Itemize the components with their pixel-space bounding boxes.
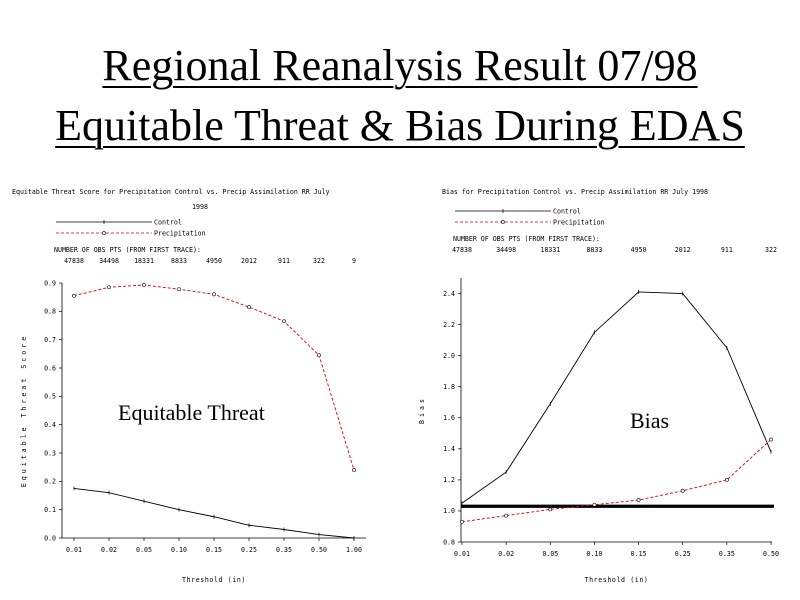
obs-count: 322 — [313, 257, 325, 265]
x-tick-label: 0.02 — [498, 550, 515, 558]
x-tick-label: 0.10 — [171, 546, 187, 554]
data-point-precipitation — [637, 498, 640, 501]
data-point-precipitation — [107, 286, 110, 289]
data-point-precipitation — [247, 305, 250, 308]
x-tick-label: 0.25 — [241, 546, 257, 554]
obs-count: 4950 — [630, 246, 647, 254]
y-tick-label: 0.7 — [44, 335, 56, 344]
y-axis-label: Equitable Threat Score — [20, 333, 28, 488]
data-point-precipitation — [282, 320, 285, 323]
slide-title-line-2: Equitable Threat & Bias During EDAS — [55, 101, 745, 150]
data-point-precipitation — [725, 478, 728, 481]
y-tick-label: 2.2 — [443, 320, 455, 329]
y-tick-label: 1.2 — [443, 476, 455, 485]
chart-title: Equitable Threat Score for Precipitation Control vs. Precip Assimilation RR July — [12, 188, 330, 196]
bias-chart — [400, 180, 800, 600]
x-tick-label: 1.00 — [346, 546, 362, 554]
y-tick-label: 0.8 — [44, 307, 56, 316]
y-tick-label: 0.8 — [443, 538, 455, 547]
x-tick-label: 0.01 — [66, 546, 82, 554]
bias-overlay-label: Bias — [630, 408, 670, 433]
legend-marker-precipitation — [102, 231, 105, 234]
obs-count: 2012 — [241, 257, 257, 265]
series-line-control — [462, 292, 771, 503]
y-tick-label: 1.6 — [443, 414, 455, 423]
equitable-threat-overlay-label: Equitable Threat — [118, 400, 265, 425]
obs-count: 911 — [720, 246, 733, 254]
y-tick-label: 1.4 — [443, 445, 455, 454]
data-point-precipitation — [681, 489, 684, 492]
legend-label: Control — [154, 218, 182, 227]
x-tick-label: 0.05 — [542, 550, 559, 558]
obs-count: 8833 — [171, 257, 187, 265]
y-tick-label: 1.8 — [443, 383, 455, 392]
obs-count: 18331 — [540, 246, 561, 254]
x-tick-label: 0.35 — [718, 550, 735, 558]
obs-count: 34498 — [496, 246, 517, 254]
series-line-precipitation — [462, 440, 771, 522]
data-point-precipitation — [505, 514, 508, 517]
x-tick-label: 0.02 — [101, 546, 117, 554]
data-point-precipitation — [549, 508, 552, 511]
y-tick-label: 0.0 — [44, 534, 56, 543]
y-tick-label: 0.1 — [44, 505, 56, 514]
data-point-precipitation — [142, 283, 145, 286]
equitable-threat-chart — [0, 180, 400, 600]
obs-count: 18331 — [134, 257, 154, 265]
obs-count: 34498 — [99, 257, 119, 265]
data-point-precipitation — [352, 468, 355, 471]
x-tick-label: 0.15 — [630, 550, 647, 558]
slide-title-line-1: Regional Reanalysis Result 07/98 — [102, 41, 698, 90]
data-point-precipitation — [593, 503, 596, 506]
legend-label: Precipitation — [154, 229, 206, 238]
data-point-precipitation — [72, 294, 75, 297]
chart-title-year: 1998 — [192, 203, 208, 211]
chart-title: Bias for Precipitation Control vs. Precip Assimilation RR July 1998 — [442, 188, 708, 196]
obs-count: 47838 — [452, 246, 472, 254]
y-tick-label: 2.0 — [443, 351, 455, 360]
series-line-precipitation — [74, 285, 354, 470]
data-point-precipitation — [177, 288, 180, 291]
x-tick-label: 0.01 — [454, 550, 470, 558]
x-tick-label: 0.25 — [674, 550, 691, 558]
x-axis-label: Threshold (in) — [584, 576, 649, 584]
x-tick-label: 0.15 — [206, 546, 222, 554]
obs-count: 47838 — [64, 257, 84, 265]
x-tick-label: 0.10 — [586, 550, 603, 558]
data-point-precipitation — [317, 354, 320, 357]
obs-count: 322 — [765, 246, 777, 254]
data-point-precipitation — [769, 438, 772, 441]
obs-count: 911 — [278, 257, 290, 265]
series-line-control — [74, 488, 354, 538]
x-tick-label: 0.05 — [136, 546, 152, 554]
data-point-precipitation — [460, 520, 463, 523]
x-tick-label: 0.50 — [311, 546, 327, 554]
y-tick-label: 0.4 — [44, 420, 56, 429]
obs-count: 8833 — [586, 246, 603, 254]
y-tick-label: 0.3 — [44, 449, 56, 458]
obs-count: 4950 — [206, 257, 222, 265]
obs-header: NUMBER OF OBS PTS (FROM FIRST TRACE): — [54, 246, 201, 254]
y-tick-label: 0.6 — [44, 364, 56, 373]
y-tick-label: 0.9 — [44, 279, 56, 288]
y-tick-label: 0.5 — [44, 392, 56, 401]
x-tick-label: 0.50 — [763, 550, 779, 558]
x-axis-label: Threshold (in) — [182, 576, 246, 584]
y-tick-label: 1.0 — [443, 507, 455, 516]
y-tick-label: 2.4 — [443, 289, 455, 298]
obs-header: NUMBER OF OBS PTS (FROM FIRST TRACE): — [453, 235, 600, 243]
x-tick-label: 0.35 — [276, 546, 292, 554]
obs-count: 9 — [352, 257, 356, 265]
legend-marker-precipitation — [501, 220, 504, 223]
data-point-precipitation — [212, 293, 215, 296]
legend-label: Control — [553, 207, 581, 216]
obs-count: 2012 — [674, 246, 691, 254]
y-axis-label: Bias — [418, 396, 426, 424]
legend-label: Precipitation — [553, 218, 605, 227]
y-tick-label: 0.2 — [44, 477, 56, 486]
